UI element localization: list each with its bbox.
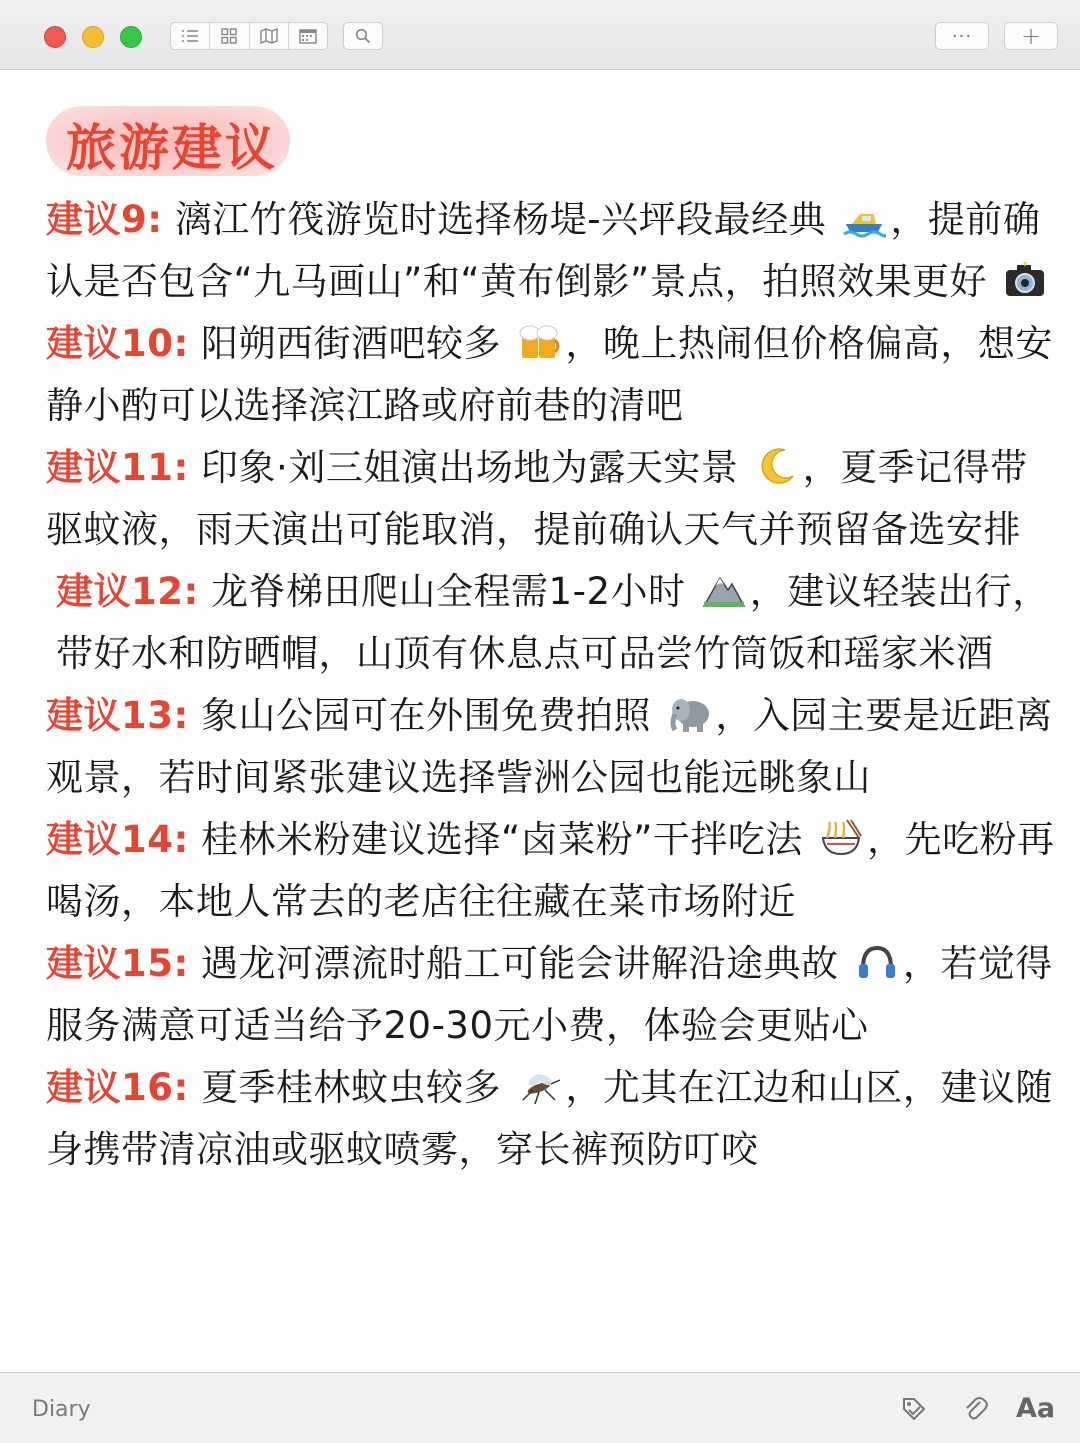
tip-10 — [46, 313, 1056, 437]
minimize-window-button[interactable] — [82, 26, 104, 48]
headphones-icon — [855, 942, 899, 982]
speedboat-icon — [842, 198, 886, 238]
tag-icon[interactable] — [900, 1395, 928, 1423]
beer-mugs-icon — [517, 322, 561, 362]
calendar-icon — [299, 28, 317, 44]
camera-flash-icon — [1003, 260, 1047, 300]
close-window-button[interactable] — [44, 26, 66, 48]
tip-text: 夏季桂林蚊虫较多 — [188, 1066, 514, 1109]
note-editor[interactable] — [0, 72, 1080, 1372]
tip-text: 象山公园可在外围免费拍照 — [188, 694, 664, 737]
tip-label: 建议13: — [46, 694, 189, 737]
tip-text: ，先吃粉再喝汤，本地人常去的老店往往藏在菜市场附近 — [46, 818, 1055, 923]
plus-icon: + — [1020, 22, 1042, 50]
tip-text: ，入园主要是近距离观景，若时间紧张建议选择訾洲公园也能远眺象山 — [46, 694, 1053, 799]
tip-12 — [46, 561, 1056, 685]
tip-label: 建议16: — [46, 1066, 189, 1109]
tip-text: 印象·刘三姐演出场地为露天实景 — [188, 446, 751, 489]
tip-text: 阳朔西街酒吧较多 — [188, 322, 514, 365]
mosquito-icon — [517, 1066, 561, 1106]
tip-text: ，尤其在江边和山区，建议随身携带清凉油或驱蚊喷雾，穿长裤预防叮咬 — [46, 1066, 1053, 1171]
new-note-button[interactable] — [1004, 22, 1058, 50]
tip-16 — [46, 1057, 1056, 1181]
list-icon — [181, 29, 199, 43]
tip-13 — [46, 685, 1056, 809]
grid-icon — [221, 28, 237, 44]
note-heading-highlight — [46, 106, 290, 176]
text-format-button[interactable]: Aa — [1016, 1393, 1056, 1424]
tip-text: ，夏季记得带驱蚊液，雨天演出可能取消，提前确认天气并预留备选安排 — [46, 446, 1028, 551]
tip-9 — [46, 189, 1056, 313]
search-icon — [355, 28, 371, 44]
more-options-button[interactable] — [935, 22, 989, 50]
tip-text: ，若觉得服务满意可适当给予20-30元小费，体验会更贴心 — [46, 942, 1053, 1047]
note-heading: 旅游建议 — [66, 119, 278, 177]
tip-label: 建议14: — [46, 818, 189, 861]
noodle-bowl-icon — [819, 818, 863, 858]
tip-text: 漓江竹筏游览时选择杨堤-兴坪段最经典 — [162, 198, 839, 241]
calendar-view-button[interactable] — [289, 23, 327, 49]
tip-text: ，建议轻装出行，带好水和防晒帽，山顶有休息点可品尝竹筒饭和瑶家米酒 — [56, 570, 1050, 675]
paperclip-icon[interactable] — [962, 1395, 990, 1423]
tip-label: 建议11: — [46, 446, 189, 489]
tip-label: 建议10: — [46, 322, 189, 365]
list-view-button[interactable] — [171, 23, 210, 49]
grid-view-button[interactable] — [210, 23, 249, 49]
notebook-name[interactable]: Diary — [32, 1397, 91, 1422]
tip-label: 建议12: — [56, 570, 199, 613]
map-icon — [260, 28, 278, 44]
editor-footer — [0, 1372, 1080, 1443]
note-body — [46, 189, 1056, 1181]
elephant-icon — [667, 694, 711, 734]
tip-label: 建议9: — [46, 198, 163, 241]
map-view-button[interactable] — [250, 23, 289, 49]
tip-14 — [46, 809, 1056, 933]
crescent-moon-icon — [755, 446, 799, 486]
zoom-window-button[interactable] — [120, 26, 142, 48]
tip-text: 遇龙河漂流时船工可能会讲解沿途典故 — [188, 942, 851, 985]
window-toolbar — [0, 0, 1080, 70]
tip-text: 桂林米粉建议选择“卤菜粉”干拌吃法 — [188, 818, 816, 861]
tip-15 — [46, 933, 1056, 1057]
tip-text: ，晚上热闹但价格偏高，想安静小酌可以选择滨江路或府前巷的清吧 — [46, 322, 1053, 427]
tip-11 — [46, 437, 1056, 561]
mountain-icon — [702, 570, 746, 610]
more-options-label: ··· — [951, 25, 973, 47]
tip-text: 龙脊梯田爬山全程需1-2小时 — [198, 570, 698, 613]
tip-label: 建议15: — [46, 942, 189, 985]
search-button[interactable] — [343, 22, 383, 50]
tip-text: ，提前确认是否包含“九马画山”和“黄布倒影”景点，拍照效果更好 — [46, 198, 1041, 303]
view-mode-segmented-control — [170, 22, 328, 50]
